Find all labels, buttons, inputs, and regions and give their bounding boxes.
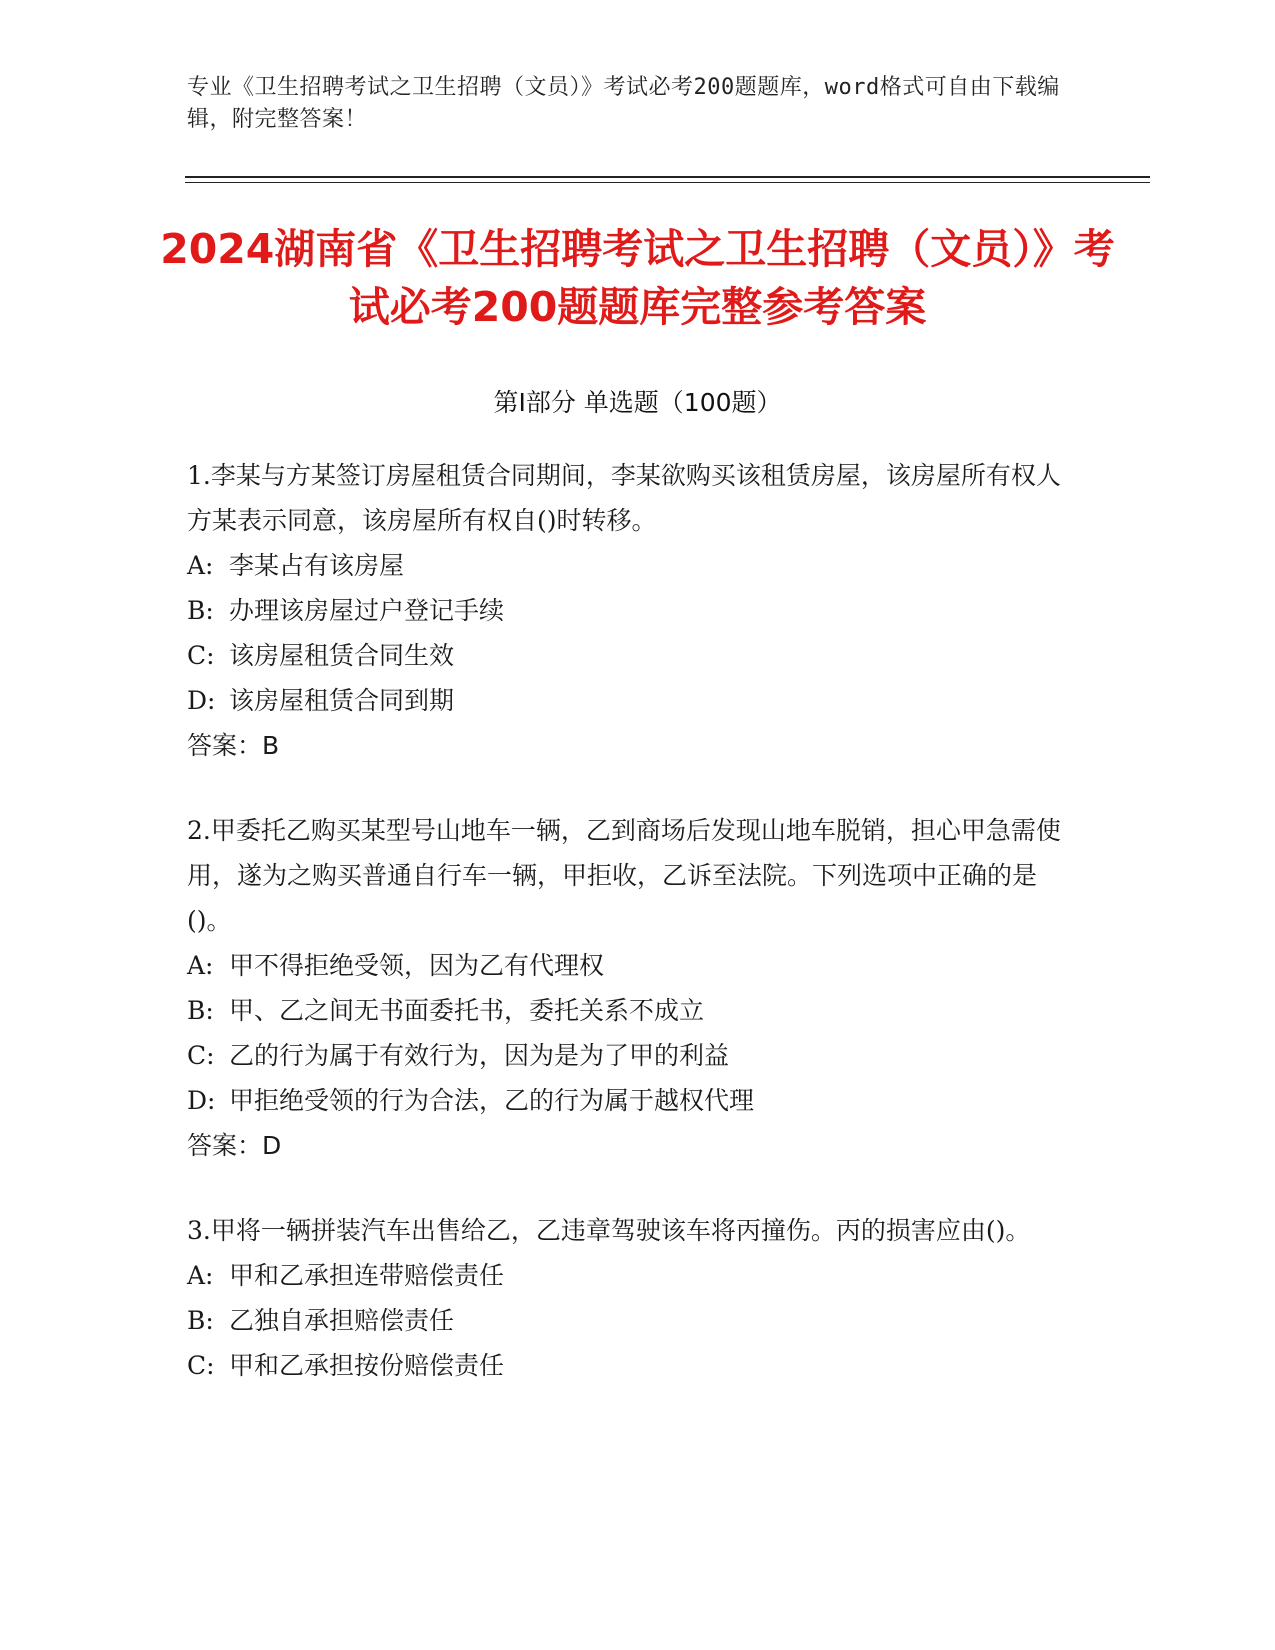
option-key: D:: [187, 1086, 216, 1115]
question-text: 3.甲将一辆拼装汽车出售给乙，乙违章驾驶该车将丙撞伤。丙的损害应由()。: [187, 1216, 1031, 1245]
option-key: C:: [187, 1351, 215, 1380]
question-text: 2.甲委托乙购买某型号山地车一辆，乙到商场后发现山地车脱销，担心甲急需使用，遂为之购买普通自行车一辆，甲拒收，乙诉至法院。下列选项中正确的是()。: [187, 816, 1061, 935]
option-text: 甲、乙之间无书面委托书，委托关系不成立: [229, 996, 705, 1025]
option-key: A:: [187, 551, 214, 580]
header-divider-thin: [185, 182, 1150, 183]
option-key: C:: [187, 1041, 215, 1070]
option-key: A:: [187, 951, 214, 980]
option-text: 该房屋租赁合同生效: [229, 641, 455, 670]
option-b: [187, 1298, 1067, 1343]
option-text: 甲和乙承担按份赔偿责任: [229, 1351, 505, 1380]
option-text: 该房屋租赁合同到期: [229, 686, 455, 715]
option-key: B:: [187, 1306, 214, 1335]
document-title: 2024湖南省《卫生招聘考试之卫生招聘（文员）》考试必考200题题库完整参考答案: [160, 225, 1115, 331]
option-a: [187, 1253, 1067, 1298]
option-key: C:: [187, 641, 215, 670]
question-text: 1.李某与方某签订房屋租赁合同期间，李某欲购买该租赁房屋，该房屋所有权人方某表示同意，该房屋所有权自()时转移。: [187, 461, 1061, 535]
answer-line: 答案：D: [187, 1131, 282, 1160]
option-c: [187, 633, 1067, 678]
question-1: [187, 453, 1067, 768]
header-note: 专业《卫生招聘考试之卫生招聘（文员）》考试必考200题题库，word格式可自由下载编辑，附完整答案！: [187, 75, 1060, 132]
option-a: [187, 543, 1067, 588]
option-d: [187, 678, 1067, 723]
question-3: [187, 1208, 1067, 1388]
option-key: A:: [187, 1261, 214, 1290]
header-divider-thick: [185, 176, 1150, 178]
option-text: 甲和乙承担连带赔偿责任: [229, 1261, 505, 1290]
option-text: 乙独自承担赔偿责任: [229, 1306, 455, 1335]
option-text: 乙的行为属于有效行为，因为是为了甲的利益: [229, 1041, 730, 1070]
option-c: [187, 1033, 1067, 1078]
option-key: B:: [187, 596, 214, 625]
option-key: B:: [187, 996, 214, 1025]
section-heading: 第Ⅰ部分 单选题（100题）: [493, 388, 782, 417]
option-a: [187, 943, 1067, 988]
option-text: 李某占有该房屋: [229, 551, 405, 580]
option-c: [187, 1343, 1067, 1388]
question-2: [187, 808, 1067, 1168]
option-d: [187, 1078, 1067, 1123]
option-b: [187, 988, 1067, 1033]
option-text: 甲不得拒绝受领，因为乙有代理权: [229, 951, 605, 980]
option-b: [187, 588, 1067, 633]
option-text: 办理该房屋过户登记手续: [229, 596, 505, 625]
answer-line: 答案：B: [187, 731, 280, 760]
option-key: D:: [187, 686, 216, 715]
option-text: 甲拒绝受领的行为合法，乙的行为属于越权代理: [229, 1086, 755, 1115]
